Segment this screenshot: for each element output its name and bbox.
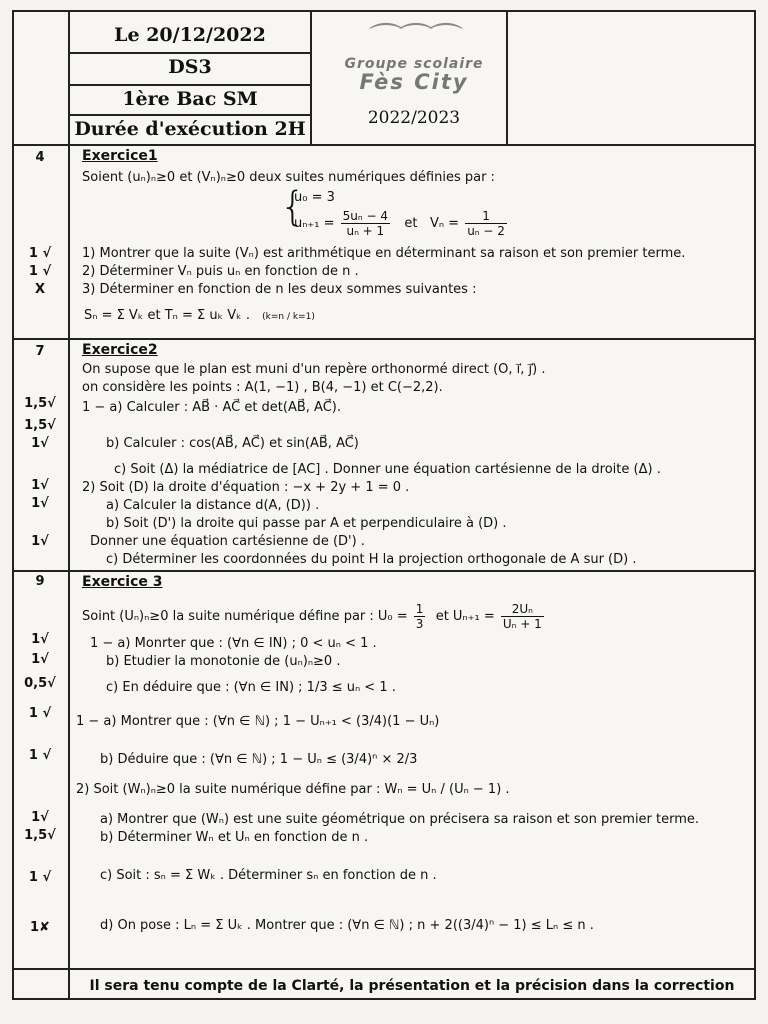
ex1-v-num: 1 [465, 209, 507, 224]
ex2-p3: 1,5√ [24, 396, 56, 411]
ex1-q3: 3) Déterminer en fonction de n les deux sommes suivantes : [82, 282, 477, 297]
ex1-u0: u₀ = 3 [294, 190, 335, 205]
ex3-l1b: et Uₙ₊₁ = [435, 609, 495, 624]
logo-line1: Groupe scolaire [344, 56, 484, 72]
school-logo [324, 21, 504, 98]
ex1-points: 4 [35, 150, 45, 165]
ex2-p10: 1√ [31, 534, 49, 549]
ex2-p4: 1,5√ [24, 418, 56, 433]
ex1-sum-bounds: (k=n / k=1) [262, 312, 315, 322]
ex3-bottom-border [14, 968, 754, 970]
exam-date: Le 20/12/2022 [114, 24, 266, 46]
divider [68, 84, 312, 86]
ex2-l3: 1 − a) Calculer : AB⃗ · AC⃗ et det(AB⃗, AC⃗). [82, 400, 341, 415]
ex2-l7: 2) Soit (D) la droite d'équation : −x + 2y + 1 = 0 . [82, 480, 410, 495]
ex3-p10: 1 √ [28, 870, 52, 885]
ex1-rec-num: 5uₙ − 4 [342, 209, 389, 223]
ex2-title: Exercice2 [82, 342, 158, 358]
ex1-q1-points: 1 √ [28, 246, 52, 261]
ex2-bottom-border [14, 570, 754, 572]
ex3-title: Exercice 3 [82, 574, 163, 590]
ex2-l10: Donner une équation cartésienne de (D') . [90, 534, 365, 549]
ex3-p8: 1√ [31, 810, 49, 825]
ex2-p7: 1√ [31, 478, 49, 493]
ex3-p6: 1 √ [28, 748, 52, 763]
ex3-l8: a) Montrer que (Wₙ) est une suite géométrique on précisera sa raison et son premier terme. [100, 812, 700, 827]
ex3-l3: b) Etudier la monotonie de (uₙ)ₙ≥0 . [106, 654, 341, 669]
ex3-points: 9 [35, 574, 45, 589]
footer-note: Il sera tenu compte de la Clarté, la présentation et la précision dans la correction [89, 978, 735, 994]
divider [310, 12, 312, 144]
ex3-p2: 1√ [31, 632, 49, 647]
ex3-p9: 1,5√ [24, 828, 56, 843]
ex1-bottom-border [14, 338, 754, 340]
ex3-l7: 2) Soit (Wₙ)ₙ≥0 la suite numérique défine par : Wₙ = Uₙ / (Uₙ − 1) . [76, 782, 510, 797]
ex1-system: { u₀ = 3 uₙ₊₁ = $\frac{\text{5uₙ − 4}}{\text{uₙ + 1}}$ et Vₙ = $\frac{1}{\text{uₙ − 2}}$ [294, 190, 509, 238]
ex3-p3: 1√ [31, 652, 49, 667]
divider [68, 52, 312, 54]
ex2-l1: On supose que le plan est muni d'un repère orthonormé direct (O, i⃗, j⃗) . [82, 362, 546, 377]
duration: Durée d'exécution 2H [74, 118, 306, 140]
ex3-l5: 1 − a) Montrer que : (∀n ∈ ℕ) ; 1 − Uₙ₊₁ < (3/4)(1 − Uₙ) [76, 714, 440, 729]
ex3-l1: Soint (Uₙ)ₙ≥0 la suite numérique défine par : U₀ = $\frac{1}{3}$ et Uₙ₊₁ = $\frac{\text{2Uₙ}}{\text{Uₙ + 1}}$ [82, 602, 542, 631]
ex2-p8: 1√ [31, 496, 49, 511]
ex1-rec-lhs: uₙ₊₁ = [294, 216, 335, 231]
exam-sheet [12, 10, 756, 1000]
ex1-et: et [404, 216, 418, 231]
school-year: 2022/2023 [367, 108, 461, 128]
logo-line2: Fès City [359, 70, 469, 94]
ex1-q2-points: 1 √ [28, 264, 52, 279]
ex2-points: 7 [35, 344, 45, 359]
ex3-p4: 0,5√ [24, 676, 56, 691]
ex2-l6: c) Soit (Δ) la médiatrice de [AC] . Donner une équation cartésienne de la droite (Δ) . [114, 462, 661, 477]
ex1-intro: Soient (uₙ)ₙ≥0 et (Vₙ)ₙ≥0 deux suites numériques définies par : [82, 170, 495, 185]
ex3-l4: c) En déduire que : (∀n ∈ IN) ; 1/3 ≤ uₙ < 1 . [106, 680, 396, 695]
ex2-p5: 1√ [31, 436, 49, 451]
ex2-l5: b) Calculer : cos(AB⃗, AC⃗) et sin(AB⃗, AC⃗) [106, 436, 359, 451]
ex1-q2: 2) Déterminer Vₙ puis uₙ en fonction de n . [82, 264, 359, 279]
ex3-p11: 1✘ [30, 920, 50, 935]
ex1-sums [84, 308, 736, 323]
ex3-l11: d) On pose : Lₙ = Σ Uₖ . Montrer que : (∀n ∈ ℕ) ; n + 2((3/4)ⁿ − 1) ≤ Lₙ ≤ n . [100, 918, 594, 933]
ex1-sums-text: Sₙ = Σ Vₖ et Tₙ = Σ uₖ Vₖ . [84, 308, 250, 323]
ex3-l1a: Soint (Uₙ)ₙ≥0 la suite numérique défine par : U₀ = [82, 609, 408, 624]
ex2-l9: b) Soit (D') la droite qui passe par A et perpendiculaire à (D) . [106, 516, 507, 531]
ex1-q1: 1) Montrer que la suite (Vₙ) est arithmétique en déterminant sa raison et son premier terme. [82, 246, 686, 261]
ex1-rec-den: uₙ + 1 [346, 224, 385, 238]
header-bottom-border [14, 144, 754, 146]
ex1-q3-points: X [34, 282, 46, 297]
ex1-v-lhs: Vₙ = [429, 216, 460, 231]
ex2-l2: on considère les points : A(1, −1) , B(4, −1) et C(−2,2). [82, 380, 443, 395]
exam-name: DS3 [168, 56, 212, 78]
points-column-divider [68, 12, 70, 998]
logo-emblem-icon: ⌒⌒⌒ [369, 21, 459, 61]
class-level: 1ère Bac SM [122, 88, 258, 110]
ex2-l11: c) Déterminer les coordonnées du point H la projection orthogonale de A sur (D) . [106, 552, 637, 567]
ex3-l10: c) Soit : sₙ = Σ Wₖ . Déterminer sₙ en fonction de n . [100, 868, 437, 883]
ex2-l8: a) Calculer la distance d(A, (D)) . [106, 498, 320, 513]
ex3-p5: 1 √ [28, 706, 52, 721]
ex3-l2: 1 − a) Monrter que : (∀n ∈ IN) ; 0 < uₙ < 1 . [90, 636, 377, 651]
ex1-title: Exercice1 [82, 148, 158, 164]
divider [68, 114, 312, 116]
ex3-l6: b) Déduire que : (∀n ∈ ℕ) ; 1 − Uₙ ≤ (3/4)ⁿ × 2/3 [100, 752, 418, 767]
ex1-v-den: uₙ − 2 [467, 224, 505, 238]
ex3-l9: b) Déterminer Wₙ et Uₙ en fonction de n . [100, 830, 369, 845]
